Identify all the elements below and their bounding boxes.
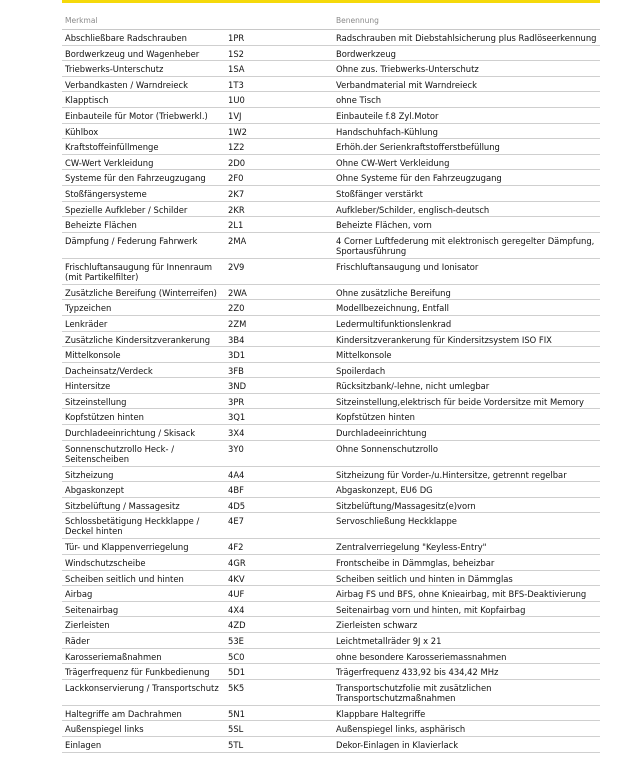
table-header xyxy=(62,16,600,30)
table-row xyxy=(62,124,600,140)
row-code: 2KR xyxy=(228,204,245,215)
row-feature: Einlagen xyxy=(65,739,102,750)
row-code: 2MA xyxy=(228,235,247,246)
table-row xyxy=(62,482,600,498)
row-feature: Sitzeinstellung xyxy=(65,396,127,407)
table-body xyxy=(62,30,600,753)
row-code: 4KV xyxy=(228,573,245,584)
row-feature: Frischluftansaugung für Innenraum (mit Partikelfilter) xyxy=(65,261,213,282)
table-row xyxy=(62,409,600,425)
row-feature: Typzeichen xyxy=(65,303,112,314)
row-name: Rücksitzbank/-lehne, nicht umlegbar xyxy=(336,381,490,392)
row-feature: Trägerfrequenz für Funkbedienung xyxy=(65,667,210,678)
table-row xyxy=(62,721,600,737)
table-row xyxy=(62,394,600,410)
row-code: 4UF xyxy=(228,589,245,600)
table-row xyxy=(62,300,600,316)
row-name: Trägerfrequenz 433,92 bis 434,42 MHz xyxy=(336,667,499,678)
row-feature: Seitenairbag xyxy=(65,604,119,615)
row-feature: Lenkräder xyxy=(65,318,108,329)
row-name: Modellbezeichnung, Entfall xyxy=(336,303,449,314)
row-code: 2L1 xyxy=(228,220,244,231)
table-row xyxy=(62,233,600,259)
row-feature: Zusätzliche Kindersitzverankerung xyxy=(65,334,211,345)
row-code: 2ZM xyxy=(228,318,247,329)
row-code: 5TL xyxy=(228,739,244,750)
row-feature: Schlossbetätigung Heckklappe / Deckel hinten xyxy=(65,516,200,537)
row-name: Außenspiegel links, asphärisch xyxy=(336,724,466,735)
row-name: Mittelkonsole xyxy=(336,350,392,361)
table-row xyxy=(62,571,600,587)
row-name: Sitzheizung für Vorder-/u.Hintersitze, getrennt regelbar xyxy=(336,469,567,480)
row-feature: Dacheinsatz/Verdeck xyxy=(65,365,153,376)
row-feature: Einbauteile für Motor (Triebwerkl.) xyxy=(65,110,208,121)
row-name: Beheizte Flächen, vorn xyxy=(336,220,432,231)
table-row xyxy=(62,92,600,108)
table-row xyxy=(62,30,600,46)
row-feature: Durchladeeinrichtung / Skisack xyxy=(65,428,196,439)
table-row xyxy=(62,555,600,571)
table-row xyxy=(62,46,600,62)
row-name: Ohne Sonnenschutzrollo xyxy=(336,443,438,454)
table-row xyxy=(62,737,600,753)
row-feature: Dämpfung / Federung Fahrwerk xyxy=(65,235,198,246)
row-code: 3ND xyxy=(228,381,247,392)
row-name: Handschuhfach-Kühlung xyxy=(336,126,438,137)
header-name: Benennung xyxy=(336,16,379,25)
table-row xyxy=(62,155,600,171)
row-code: 5N1 xyxy=(228,708,245,719)
table-row xyxy=(62,108,600,124)
row-code: 2F0 xyxy=(228,173,244,184)
table-row xyxy=(62,285,600,301)
row-name: Ledermultifunktionslenkrad xyxy=(336,318,452,329)
table-row xyxy=(62,316,600,332)
row-code: 2V9 xyxy=(228,261,245,272)
row-name: Sitzeinstellung,elektrisch für beide Vordersitze mit Memory xyxy=(336,396,585,407)
row-name: Leichtmetallräder 9J x 21 xyxy=(336,636,442,646)
row-feature: CW-Wert Verkleidung xyxy=(65,157,154,168)
row-feature: Systeme für den Fahrzeugzugang xyxy=(65,173,206,184)
row-feature: Beheizte Flächen xyxy=(65,220,137,231)
table-row xyxy=(62,467,600,483)
row-name: Radschrauben mit Diebstahlsicherung plus Radlöseerkennung xyxy=(336,33,597,43)
row-code: 3D1 xyxy=(228,350,246,361)
row-feature: Tür- und Klappenverriegelung xyxy=(65,542,189,553)
row-code: 2Z0 xyxy=(228,303,245,314)
row-name: Seitenairbag vorn und hinten, mit Kopfairbag xyxy=(336,604,526,615)
table-row xyxy=(62,186,600,202)
row-code: 1SA xyxy=(228,64,245,75)
header-code xyxy=(228,16,334,29)
row-code: 1PR xyxy=(228,33,245,43)
equipment-table xyxy=(62,16,600,753)
row-name: Frischluftansaugung und Ionisator xyxy=(336,261,479,272)
table-row xyxy=(62,649,600,665)
table-row xyxy=(62,633,600,649)
row-code: 5D1 xyxy=(228,667,246,678)
row-code: 1T3 xyxy=(228,79,244,90)
row-feature: Spezielle Aufkleber / Schilder xyxy=(65,204,188,215)
row-feature: Karosseriemaßnahmen xyxy=(65,651,162,662)
row-feature: Zierleisten xyxy=(65,620,110,631)
row-name: Frontscheibe in Dämmglas, beheizbar xyxy=(336,558,495,569)
row-code: 3X4 xyxy=(228,428,245,439)
row-name: Zierleisten schwarz xyxy=(336,620,418,631)
row-code: 4F2 xyxy=(228,542,244,553)
row-feature: Zusätzliche Bereifung (Winterreifen) xyxy=(65,287,217,298)
row-code: 1U0 xyxy=(228,95,245,106)
row-name: Ohne zus. Triebwerks-Unterschutz xyxy=(336,64,479,75)
row-code: 3FB xyxy=(228,365,244,376)
row-feature: Kühlbox xyxy=(65,126,99,137)
row-code: 1Z2 xyxy=(228,142,245,153)
table-row xyxy=(62,170,600,186)
table-row xyxy=(62,217,600,233)
table-row xyxy=(62,586,600,602)
row-name: Airbag FS und BFS, ohne Knieairbag, mit BFS-Deaktivierung xyxy=(336,589,587,600)
row-name: Einbauteile f.8 Zyl.Motor xyxy=(336,110,439,121)
row-feature: Hintersitze xyxy=(65,381,111,392)
table-row xyxy=(62,347,600,363)
row-code: 3Q1 xyxy=(228,412,246,423)
table-row xyxy=(62,202,600,218)
table-row xyxy=(62,602,600,618)
row-name: Klappbare Haltegriffe xyxy=(336,708,426,719)
row-code: 5C0 xyxy=(228,651,245,662)
row-code: 53E xyxy=(228,636,244,646)
row-name: Erhöh.der Serienkraftstofferstbefüllung xyxy=(336,142,500,153)
row-code: 3PR xyxy=(228,396,245,407)
row-feature: Bordwerkzeug und Wagenheber xyxy=(65,48,200,59)
row-name: Kopfstützen hinten xyxy=(336,412,415,423)
row-code: 3B4 xyxy=(228,334,245,345)
row-name: Scheiben seitlich und hinten in Dämmglas xyxy=(336,573,513,584)
row-name: Stoßfänger verstärkt xyxy=(336,188,423,199)
accent-bar xyxy=(62,0,600,3)
table-row xyxy=(62,664,600,680)
row-name: Verbandmaterial mit Warndreieck xyxy=(336,79,477,90)
row-code: 1VJ xyxy=(228,110,242,121)
row-feature: Airbag xyxy=(65,589,93,600)
row-name: ohne besondere Karosseriemassnahmen xyxy=(336,651,507,662)
row-code: 1S2 xyxy=(228,48,244,59)
row-feature: Lackkonservierung / Transportschutz xyxy=(65,682,219,693)
row-feature: Abgaskonzept xyxy=(65,485,124,496)
row-feature: Kraftstoffeinfüllmenge xyxy=(65,142,159,153)
row-feature: Haltegriffe am Dachrahmen xyxy=(65,708,182,719)
row-feature: Stoßfängersysteme xyxy=(65,188,147,199)
row-name: Abgaskonzept, EU6 DG xyxy=(336,485,433,496)
row-feature: Klapptisch xyxy=(65,95,109,106)
row-code: 4BF xyxy=(228,485,244,496)
row-feature: Sitzbelüftung / Massagesitz xyxy=(65,500,180,511)
row-name: Spoilerdach xyxy=(336,365,386,376)
row-feature: Windschutzscheibe xyxy=(65,558,146,569)
table-row xyxy=(62,539,600,555)
row-name: Sitzbelüftung/Massagesitz(e)vorn xyxy=(336,500,476,511)
row-code: 3Y0 xyxy=(228,443,244,454)
table-row xyxy=(62,332,600,348)
table-row xyxy=(62,498,600,514)
row-name: Ohne Systeme für den Fahrzeugzugang xyxy=(336,173,502,184)
row-code: 2K7 xyxy=(228,188,245,199)
row-name: Transportschutzfolie mit zusätzlichen Transportschutzmaßnahmen xyxy=(336,682,492,703)
row-feature: Räder xyxy=(65,636,90,646)
table-row xyxy=(62,680,600,706)
row-name: ohne Tisch xyxy=(336,95,382,106)
row-feature: Kopfstützen hinten xyxy=(65,412,144,423)
row-name: Ohne CW-Wert Verkleidung xyxy=(336,157,450,168)
row-name: Durchladeeinrichtung xyxy=(336,428,427,439)
table-row xyxy=(62,378,600,394)
header-feature: Merkmal xyxy=(65,16,98,25)
row-name: Servoschließung Heckklappe xyxy=(336,516,457,527)
table-row xyxy=(62,706,600,722)
table-row xyxy=(62,513,600,539)
row-code: 2D0 xyxy=(228,157,246,168)
row-feature: Abschließbare Radschrauben xyxy=(65,33,187,43)
table-row xyxy=(62,425,600,441)
row-name: Kindersitzverankerung für Kindersitzsystem ISO FIX xyxy=(336,334,552,345)
row-feature: Verbandkasten / Warndreieck xyxy=(65,79,188,90)
row-code: 4A4 xyxy=(228,469,245,480)
row-feature: Sonnenschutzrollo Heck- / Seitenscheiben xyxy=(65,443,175,464)
table-row xyxy=(62,77,600,93)
row-name: Aufkleber/Schilder, englisch-deutsch xyxy=(336,204,490,215)
row-code: 1W2 xyxy=(228,126,247,137)
table-row xyxy=(62,617,600,633)
row-code: 5SL xyxy=(228,724,244,735)
table-row xyxy=(62,259,600,285)
row-code: 4X4 xyxy=(228,604,245,615)
table-row xyxy=(62,363,600,379)
table-row xyxy=(62,139,600,155)
row-code: 4ZD xyxy=(228,620,246,631)
row-code: 4D5 xyxy=(228,500,246,511)
row-name: 4 Corner Luftfederung mit elektronisch geregelter Dämpfung, Sportausführung xyxy=(336,235,595,256)
table-row xyxy=(62,441,600,467)
row-name: Zentralverriegelung "Keyless-Entry" xyxy=(336,542,487,553)
row-feature: Scheiben seitlich und hinten xyxy=(65,573,184,584)
row-code: 2WA xyxy=(228,287,247,298)
row-feature: Mittelkonsole xyxy=(65,350,121,361)
row-feature: Triebwerks-Unterschutz xyxy=(65,64,164,75)
row-name: Dekor-Einlagen in Klavierlack xyxy=(336,739,459,750)
row-code: 4E7 xyxy=(228,516,244,527)
table-row xyxy=(62,61,600,77)
row-code: 5K5 xyxy=(228,682,245,693)
row-code: 4GR xyxy=(228,558,246,569)
row-feature: Sitzheizung xyxy=(65,469,114,480)
row-feature: Außenspiegel links xyxy=(65,724,144,735)
row-name: Ohne zusätzliche Bereifung xyxy=(336,287,451,298)
row-name: Bordwerkzeug xyxy=(336,48,396,59)
